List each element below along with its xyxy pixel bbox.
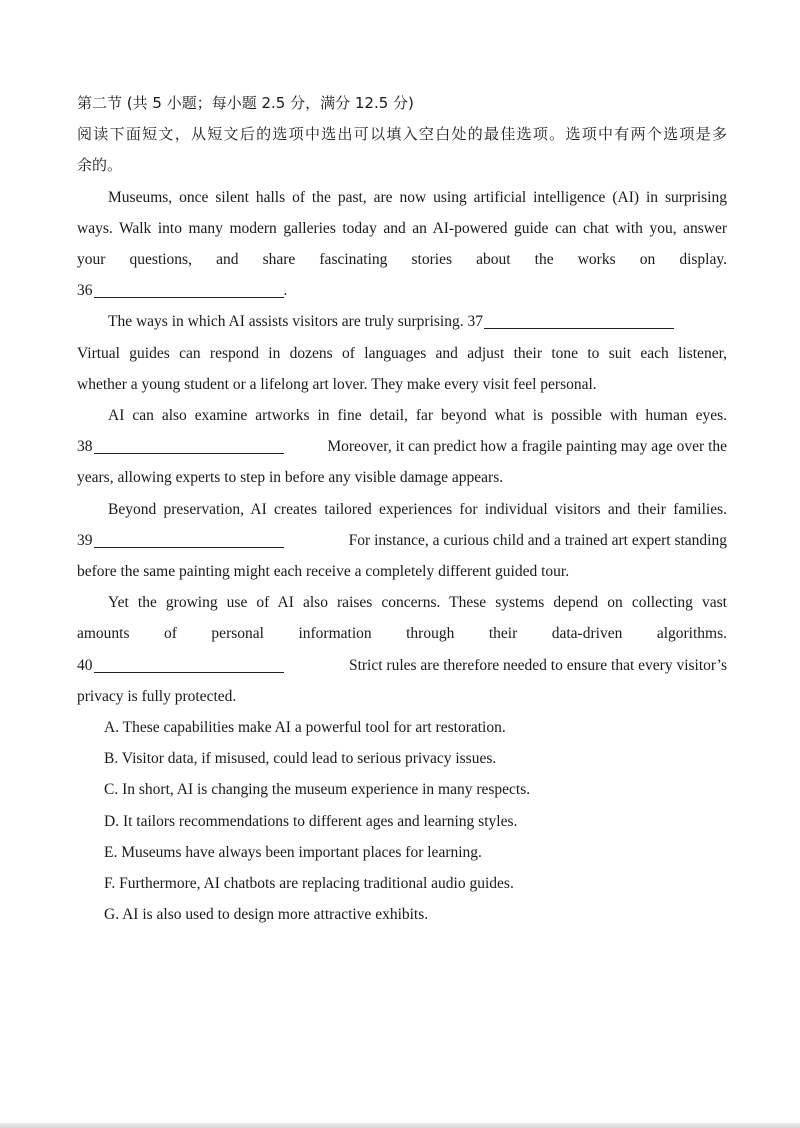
passage-line: ways. Walk into many modern galleries today and an AI-powered guide can chat with you, answer (77, 219, 727, 237)
passage-line: Virtual guides can respond in dozens of languages and adjust their tone to suit each listener, (77, 344, 727, 362)
sentence-end: . (283, 282, 288, 300)
instruction-line-2: 余的。 (77, 156, 123, 175)
option-b: B. Visitor data, if misused, could lead to serious privacy issues. (104, 750, 497, 768)
blank-line-39 (77, 525, 727, 556)
answer-blank-38[interactable] (94, 452, 284, 454)
passage-line: years, allowing experts to step in before any visible damage appears. (77, 469, 504, 487)
reading-section (77, 88, 727, 930)
answer-blank-39[interactable] (94, 546, 284, 548)
paragraph-3 (77, 400, 727, 494)
passage-line: your questions, and share fascinating stories about the works on display. (77, 251, 727, 269)
answer-blank-40[interactable] (94, 671, 284, 673)
paragraph-1 (77, 182, 727, 307)
blank-line-36 (77, 275, 727, 306)
option-c: C. In short, AI is changing the museum experience in many respects. (104, 781, 531, 799)
passage-line: Beyond preservation, AI creates tailored experiences for individual visitors and their families. (108, 500, 727, 518)
passage-text: Moreover, it can predict how a fragile painting may age over the (327, 438, 727, 456)
passage-line: Yet the growing use of AI also raises concerns. These systems depend on collecting vast (108, 594, 727, 612)
blank-line-38 (77, 431, 727, 462)
answer-blank-37[interactable] (484, 327, 674, 329)
passage-text: Strict rules are therefore needed to ensure that every visitor’s (348, 656, 727, 674)
passage-text: The ways in which AI assists visitors are truly surprising. 37 (108, 313, 483, 331)
answer-blank-36[interactable] (94, 296, 284, 298)
section-heading: 第二节 (共 5 小题；每小题 2.5 分，满分 12.5 分) (77, 94, 414, 112)
option-e: E. Museums have always been important places for learning. (104, 843, 482, 861)
passage-line: whether a young student or a lifelong art lover. They make every visit feel personal. (77, 375, 597, 393)
passage-line (77, 306, 727, 337)
passage-line: before the same painting might each receive a completely different guided tour. (77, 563, 570, 581)
option-d: D. It tailors recommendations to different ages and learning styles. (104, 812, 518, 830)
instruction-line-1: 阅读下面短文，从短文后的选项中选出可以填入空白处的最佳选项。选项中有两个选项是多 (77, 125, 727, 144)
paragraph-4 (77, 494, 727, 588)
option-list (77, 712, 727, 930)
paragraph-2 (77, 306, 727, 400)
passage-line: AI can also examine artworks in fine detail, far beyond what is possible with human eyes. (108, 407, 727, 425)
question-number: 39 (77, 531, 93, 549)
passage-line: Museums, once silent halls of the past, are now using artificial intelligence (AI) in surprising (108, 188, 727, 206)
passage-line: amounts of personal information through their data-driven algorithms. (77, 625, 727, 643)
passage-text: For instance, a curious child and a trained art expert standing (348, 531, 727, 549)
page-bottom-edge (0, 1123, 800, 1128)
question-number: 40 (77, 656, 93, 674)
question-number: 36 (77, 282, 93, 300)
question-number: 38 (77, 438, 93, 456)
blank-line-40 (77, 650, 727, 681)
option-a: A. These capabilities make AI a powerful tool for art restoration. (104, 719, 506, 737)
paragraph-5 (77, 587, 727, 712)
option-f: F. Furthermore, AI chatbots are replacing traditional audio guides. (104, 875, 514, 893)
passage-line: privacy is fully protected. (77, 687, 237, 705)
option-g: G. AI is also used to design more attractive exhibits. (104, 906, 429, 924)
